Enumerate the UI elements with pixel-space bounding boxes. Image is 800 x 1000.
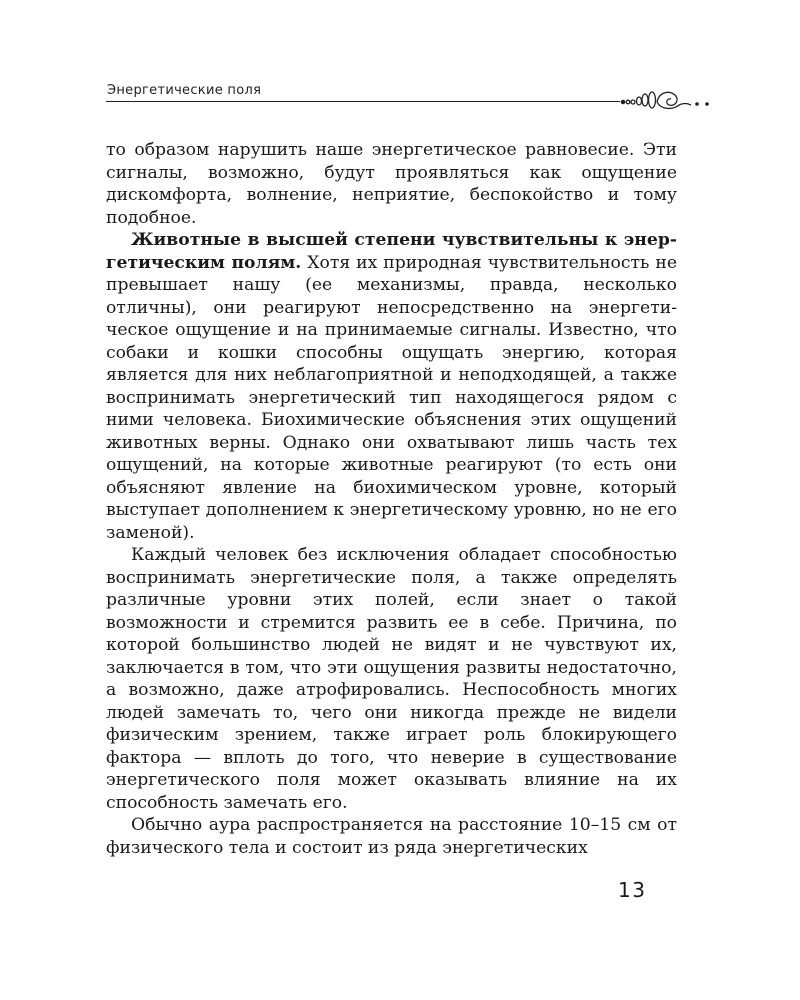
paragraph-continuation: то образом нарушить наше энергетическое равновесие. Эти сигналы, возможно, будут проявляться как ощущение дискомфорта, волнение, неприятие, беспокойство и тому подобное.	[106, 140, 677, 228]
paragraph-animals-text: Хотя их природная чувствительность не превышает нашу (ее механизмы, правда, несколько отличны), они реагируют непосредственно на энергетическое ощущение и на принимаемые сигналы. Известно, что собаки и кошки способны ощущать энергию, которая является для них неблагоприятной и неподходящей, а также воспринимать энергетический тип находящегося рядом с ними человека. Биохимические объяснения этих ощущений животных верны. Однако они охватывают лишь часть тех ощущений, на которые животные реагируют (то есть они объясняют явление на биохимическом уровне, который выступает дополнением к энергетическому уровню, но не его заменой).	[106, 252, 677, 543]
page-number: 13	[618, 878, 647, 902]
header-rule	[106, 101, 620, 102]
paragraph-animals	[106, 229, 677, 544]
paragraph-perception: Каждый человек без исключения обладает способностью воспринимать энергетические поля, а также определять различные уровни этих полей, если знает о такой возможности и стремится развить ее в себе. Причина, по которой большинство людей не видят и не чувствуют их, заключается в том, что эти ощущения развиты недостаточно, а возможно, даже атрофировались. Неспособность многих людей замечать то, чего они никогда прежде не видели физическим зрением, также играет роль блокирующего фактора — вплоть до того, что неверие в существование энергетического поля может оказывать влияние на их способность замечать его.	[106, 545, 677, 813]
running-header-title: Энергетические поля	[107, 83, 262, 98]
body-text	[106, 139, 677, 859]
header-ornament-icon	[617, 86, 717, 116]
paragraph-bold-lead: Животные в высшей степени чувствительны к энергетическим полям.	[106, 230, 677, 273]
paragraph-aura: Обычно аура распространяется на расстояние 10–15 см от физического тела и состоит из ряда энергетических	[106, 815, 677, 858]
